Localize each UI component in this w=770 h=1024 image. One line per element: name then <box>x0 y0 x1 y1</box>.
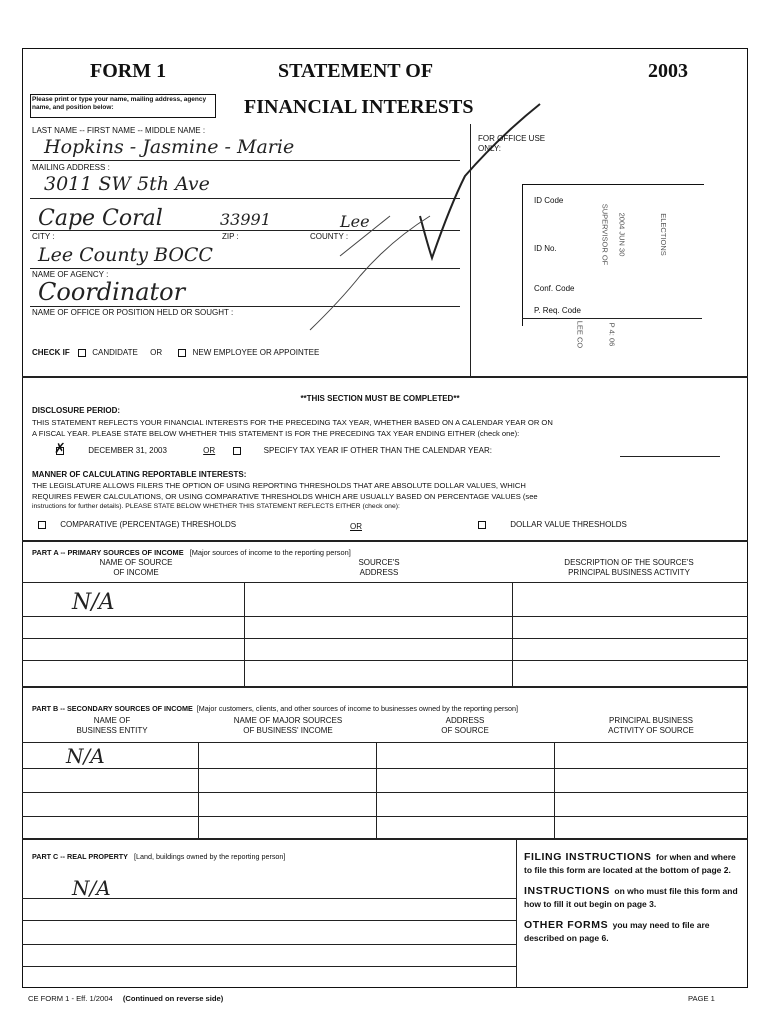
footer-form-id: CE FORM 1 - Eff. 1/2004 <box>28 994 113 1003</box>
part-c-subheading: [Land, buildings owned by the reporting person] <box>133 852 286 861</box>
part-c-entry[interactable]: N/A <box>72 876 111 900</box>
footer-left <box>28 994 223 1003</box>
specify-year-checkbox[interactable] <box>233 447 241 455</box>
comparative-label: COMPARATIVE (PERCENTAGE) THRESHOLDS <box>60 520 237 529</box>
part-a-col2-header <box>246 558 512 578</box>
stamp-line: ELECTIONS <box>658 213 668 256</box>
other-title: OTHER FORMS <box>524 919 609 931</box>
part-c-row-line <box>22 966 516 967</box>
candidate-checkbox[interactable] <box>78 349 86 357</box>
mailing-value[interactable]: 3011 SW 5th Ave <box>44 173 210 195</box>
manner-heading: MANNER OF CALCULATING REPORTABLE INTERESTS: <box>32 470 247 479</box>
part-b-col1-header <box>26 716 198 736</box>
name-label: LAST NAME -- FIRST NAME -- MIDDLE NAME : <box>32 126 206 135</box>
new-employee-checkbox[interactable] <box>178 349 186 357</box>
part-a-col3-line2: PRINCIPAL BUSINESS ACTIVITY <box>568 568 690 577</box>
instr-text: on who must file this form and how to fill it out begin on page 3. <box>524 886 738 909</box>
part-b-col2-line2: OF BUSINESS' INCOME <box>243 726 333 735</box>
check-or-label: OR <box>150 348 163 357</box>
instructions-panel <box>524 850 738 944</box>
dollar-checkbox[interactable] <box>478 521 486 529</box>
section-divider-2 <box>22 540 748 542</box>
manner-text-1: THE LEGISLATURE ALLOWS FILERS THE OPTION OF USING REPORTING THRESHOLDS THAT ARE ABSOLUTE DOLLAR VALUES, WHICH <box>32 481 526 490</box>
manner-text-3: instructions for further details). PLEASE STATE BELOW WHETHER THIS STATEMENT REFLECTS EITHER (check one): <box>32 503 400 510</box>
zip-label: ZIP : <box>222 232 239 241</box>
part-a-subheading: [Major sources of income to the reporting person] <box>189 548 351 557</box>
part-b-col2-header <box>200 716 376 736</box>
period-text-1: THIS STATEMENT REFLECTS YOUR FINANCIAL INTERESTS FOR THE PRECEDING TAX YEAR, WHETHER BASED ON A CALENDAR YEAR OR ON <box>32 418 553 427</box>
who-must-file <box>524 884 738 910</box>
section-divider-1 <box>22 376 748 378</box>
id-code-label: ID Code <box>534 196 564 205</box>
agency-label: NAME OF AGENCY : <box>32 270 109 279</box>
candidate-label: CANDIDATE <box>92 348 138 357</box>
stamp-line: LEE CO <box>575 320 585 349</box>
part-b-row-line <box>22 792 748 793</box>
footer-continued: (Continued on reverse side) <box>122 994 224 1003</box>
part-b-col-divider <box>554 742 555 838</box>
part-b-col4-line1: PRINCIPAL BUSINESS <box>608 716 694 725</box>
dollar-label: DOLLAR VALUE THRESHOLDS <box>510 520 627 529</box>
city-label: CITY : <box>32 232 55 241</box>
threshold-or-label: OR <box>350 522 362 531</box>
part-b-row-line <box>22 768 748 769</box>
part-a-col3-line1: DESCRIPTION OF THE SOURCE'S <box>564 558 694 567</box>
other-text: you may need to file are described on page 6. <box>524 920 710 943</box>
check-if-row <box>32 348 319 357</box>
part-c-divider <box>516 838 517 988</box>
part-b-entry[interactable]: N/A <box>66 744 105 768</box>
part-a-header-line <box>22 582 748 583</box>
part-b-col3-line2: OF SOURCE <box>441 726 489 735</box>
period-text-2: A FISCAL YEAR. PLEASE STATE BELOW WHETHER THIS STATEMENT IS FOR THE PRECEDING TAX YEAR ENDING EITHER (check one): <box>32 429 520 438</box>
part-a-col-divider <box>244 582 245 686</box>
part-a-row-line <box>22 660 748 661</box>
position-value[interactable]: Coordinator <box>38 278 186 306</box>
print-instruction-box <box>30 94 216 118</box>
part-a-entry[interactable]: N/A <box>72 590 115 615</box>
part-b-heading-row <box>32 704 518 713</box>
dec31-checkbox[interactable]: ✗ <box>54 440 66 457</box>
period-heading: DISCLOSURE PERIOD: <box>32 406 121 415</box>
office-use-heading: FOR OFFICE USE ONLY: <box>478 134 546 153</box>
print-instruction: Please print or type your name, mailing address, agency name, and position below: <box>32 96 207 111</box>
part-c-heading: PART C -- REAL PROPERTY <box>32 852 128 861</box>
part-b-col3-line1: ADDRESS <box>445 716 485 725</box>
filing-text: for when and where to file this form are located at the bottom of page 2. <box>524 852 736 875</box>
stamp-line: P 4: 06 <box>607 322 617 347</box>
part-a-col1-header <box>28 558 244 578</box>
period-options <box>54 440 736 457</box>
office-use-divider <box>470 124 471 376</box>
dollar-option <box>478 520 627 529</box>
part-b-header-line <box>22 742 748 743</box>
part-b-col3-header <box>378 716 552 736</box>
manner-text-2: REQUIRES FEWER CALCULATIONS, OR USING COMPARATIVE THRESHOLDS WHICH ARE USUALLY BASED ON PERCENTAGE VALUES (see <box>32 492 538 501</box>
instr-title: INSTRUCTIONS <box>524 885 610 897</box>
must-complete-note: **THIS SECTION MUST BE COMPLETED** <box>300 394 460 403</box>
part-b-col2-line1: NAME OF MAJOR SOURCES <box>233 716 343 725</box>
check-if-label: CHECK IF <box>32 348 70 357</box>
received-stamp <box>575 200 700 370</box>
specify-year-label: SPECIFY TAX YEAR IF OTHER THAN THE CALENDAR YEAR: <box>263 446 492 455</box>
part-c-row-line <box>22 920 516 921</box>
part-b-row-line <box>22 816 748 817</box>
checkmark-scribble <box>300 96 560 336</box>
part-b-subheading: [Major customers, clients, and other sources of income to businesses owned by the reporting person] <box>196 704 519 713</box>
id-no-label: ID No. <box>534 244 557 253</box>
part-b-col-divider <box>198 742 199 838</box>
part-a-col3-header <box>514 558 744 578</box>
part-b-heading: PART B -- SECONDARY SOURCES OF INCOME <box>32 704 193 713</box>
part-b-col1-line2: BUSINESS ENTITY <box>76 726 148 735</box>
dec31-label: DECEMBER 31, 2003 <box>88 446 167 455</box>
other-forms <box>524 918 738 944</box>
part-b-col4-header <box>556 716 746 736</box>
zip-value[interactable]: 33991 <box>220 210 271 229</box>
part-a-col2-line1: SOURCE'S <box>358 558 400 567</box>
county-label: COUNTY : <box>310 232 349 241</box>
footer-page: PAGE 1 <box>688 994 715 1003</box>
part-b-col1-line1: NAME OF <box>93 716 131 725</box>
part-c-heading-row <box>32 852 285 861</box>
title-line-1: STATEMENT OF <box>278 60 434 82</box>
mailing-label: MAILING ADDRESS : <box>32 163 110 172</box>
comparative-checkbox[interactable] <box>38 521 46 529</box>
position-label: NAME OF OFFICE OR POSITION HELD OR SOUGHT : <box>32 308 234 317</box>
section-divider-4 <box>22 838 748 840</box>
name-value[interactable]: Hopkins - Jasmine - Marie <box>44 136 295 158</box>
p-req-code-label: P. Req. Code <box>534 306 581 315</box>
part-b-col4-line2: ACTIVITY OF SOURCE <box>608 726 694 735</box>
conf-code-label: Conf. Code <box>534 284 575 293</box>
city-value[interactable]: Cape Coral <box>38 206 163 231</box>
part-a-col-divider <box>512 582 513 686</box>
filing-instructions <box>524 850 738 876</box>
new-employee-label: NEW EMPLOYEE OR APPOINTEE <box>192 348 320 357</box>
form-label: FORM 1 <box>90 60 167 82</box>
part-b-col-divider <box>376 742 377 838</box>
threshold-options <box>38 520 236 529</box>
part-a-col1-line2: OF INCOME <box>113 568 159 577</box>
stamp-line: SUPERVISOR OF <box>600 203 610 266</box>
specify-year-input[interactable] <box>620 456 720 457</box>
stamp-line: 2004 JUN 30 <box>617 212 627 257</box>
period-or-label: OR <box>203 446 216 455</box>
county-value[interactable]: Lee <box>340 212 370 231</box>
part-a-heading: PART A -- PRIMARY SOURCES OF INCOME <box>32 548 184 557</box>
filing-title: FILING INSTRUCTIONS <box>524 851 652 863</box>
part-a-col1-line1: NAME OF SOURCE <box>99 558 173 567</box>
part-a-heading-row <box>32 548 351 557</box>
part-a-col2-line2: ADDRESS <box>359 568 399 577</box>
title-line-2: FINANCIAL INTERESTS <box>244 96 474 118</box>
part-c-row-line <box>22 944 516 945</box>
form-year: 2003 <box>648 60 688 82</box>
agency-value[interactable]: Lee County BOCC <box>38 244 213 266</box>
part-c-row-line <box>22 898 516 899</box>
part-a-row-line <box>22 638 748 639</box>
part-a-row-line <box>22 616 748 617</box>
section-divider-3 <box>22 686 748 688</box>
